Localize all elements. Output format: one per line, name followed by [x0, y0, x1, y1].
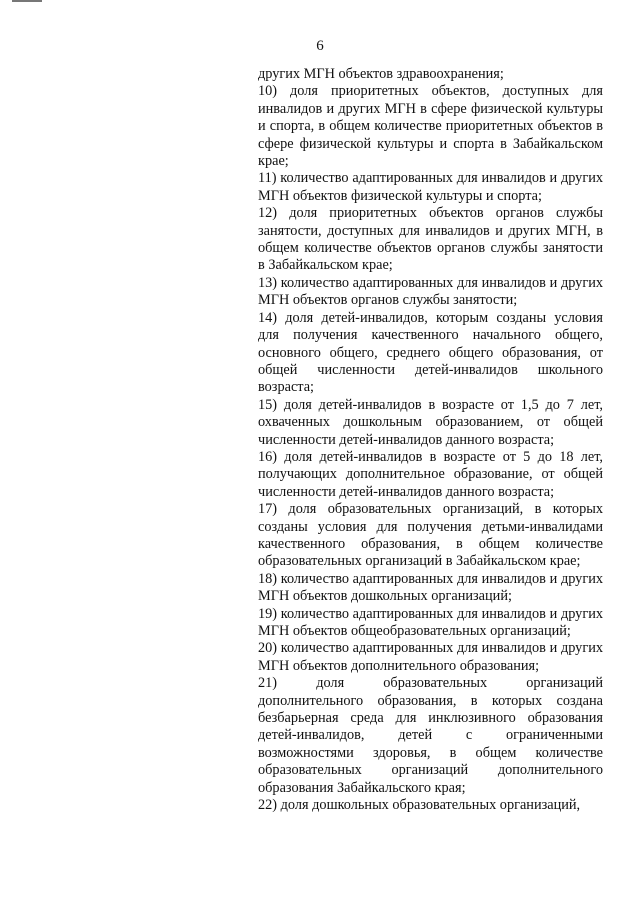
paragraph-continuation: других МГН объектов здравоохранения; [258, 66, 504, 82]
paragraph-item-12: 12) доля приоритетных объектов органов службы занятости, доступных для инвалидов и других МГН, в общем количестве объектов органов службы занятости в Забайкальском крае; [258, 205, 603, 274]
paragraph-item-11: 11) количество адаптированных для инвалидов и других МГН объектов физической культуры и спорта; [258, 170, 603, 204]
paragraph-item-17: 17) доля образовательных организаций, в которых созданы условия для получения детьми-инвалидами качественного образования, в общем количестве образовательных организаций в Забайкальском крае; [258, 501, 603, 570]
paragraph-item-16: 16) доля детей-инвалидов в возрасте от 5 до 18 лет, получающих дополнительное образование, от общей численности детей-инвалидов данного возраста; [258, 448, 603, 500]
page-number: 6 [316, 38, 324, 54]
paragraph-item-14: 14) доля детей-инвалидов, которым созданы условия для получения качественного начального общего, основного общего, среднего общего образования, от общей численности детей-инвалидов школьного возраста; [258, 309, 603, 396]
paragraph-item-21: 21) доля образовательных организаций дополнительного образования, в которых создана безбарьерная среда для инклюзивного образования детей-инвалидов, детей с ограниченными возможностями здоровья, в общем количестве образовательных организаций дополнительного образования Забайкальского края; [258, 675, 603, 796]
paragraph-item-13: 13) количество адаптированных для инвалидов и других МГН объектов органов службы занятости; [258, 274, 603, 309]
paragraph-item-18: 18) количество адаптированных для инвалидов и других МГН объектов дошкольных организаций; [258, 570, 603, 605]
paragraph-item-22: 22) доля дошкольных образовательных организаций, [258, 797, 581, 814]
paragraph-item-15: 15) доля детей-инвалидов в возрасте от 1,5 до 7 лет, охваченных дошкольным образованием, от общей численности детей-инвалидов данного возраста; [258, 396, 603, 448]
paragraph-item-10: 10) доля приоритетных объектов, доступных для инвалидов и других МГН в сфере физической культуры и спорта, в общем количестве приоритетных объектов в сфере физической культуры и спорта в Забайкальском крае; [258, 83, 603, 170]
document-body [258, 66, 603, 814]
paragraph-item-19: 19) количество адаптированных для инвалидов и других МГН объектов общеобразовательных организаций; [258, 605, 603, 639]
paragraph-item-20: 20) количество адаптированных для инвалидов и других МГН объектов дополнительного образования; [258, 640, 603, 674]
scan-corner-mark [12, 0, 42, 2]
